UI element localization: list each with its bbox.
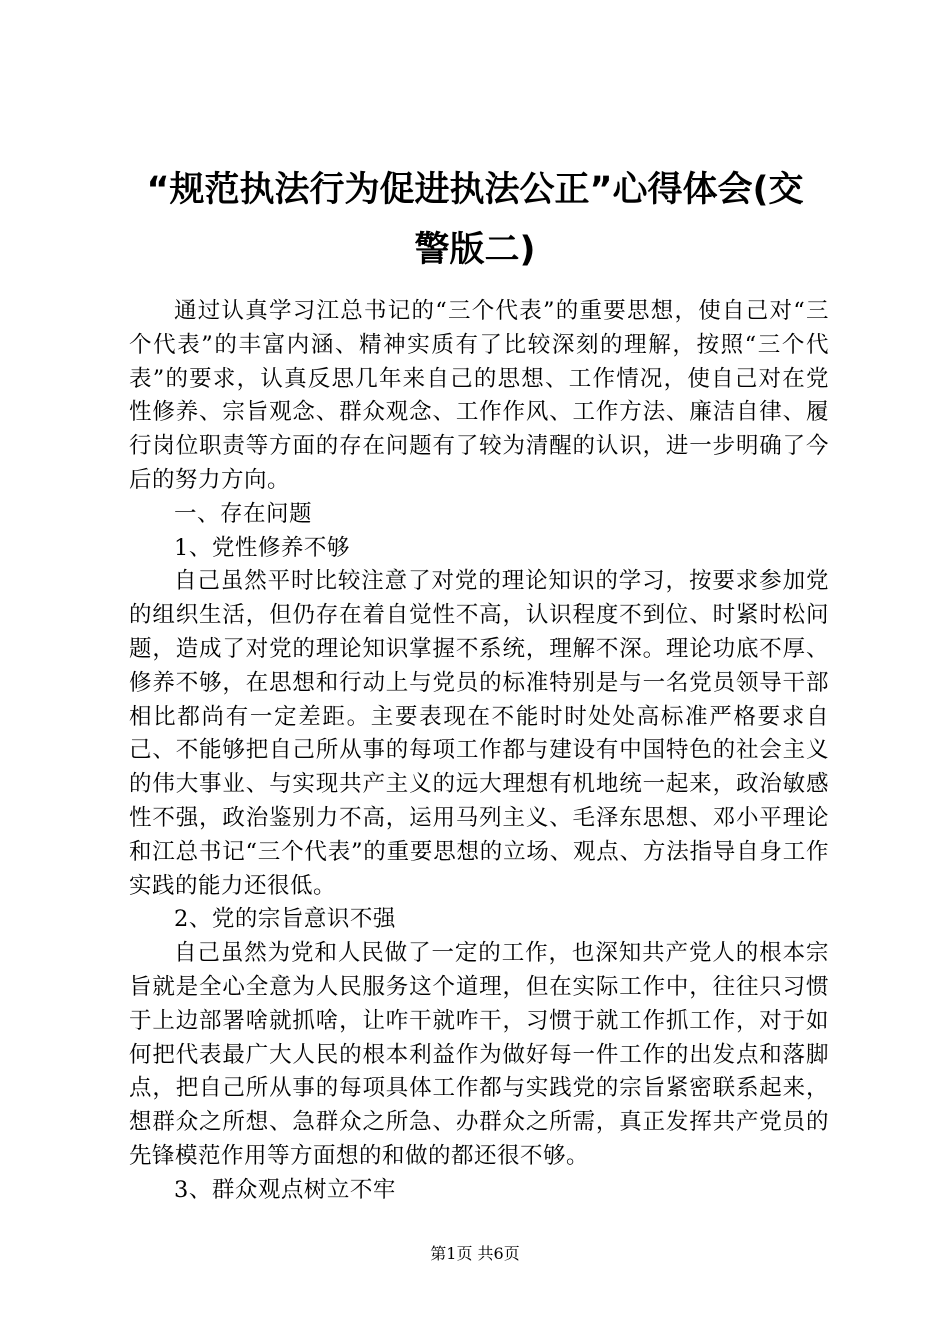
subheading-mass-viewpoint: 3、群众观点树立不牢 <box>174 1176 396 1203</box>
paragraph-party-cultivation: 自己虽然平时比较注意了对党的理论知识的学习，按要求参加党的组织生活，但仍存在着自觉性不高，认识程度不到位、时紧时松问题，造成了对党的理论知识掌握不系统，理解不深。理论功底不厚、修养不够，在思想和行动上与党员的标准特别是与一名党员领导干部相比都尚有一定差距。主要表现在不能时时处处高标准严格要求自己、不能够把自己所从事的每项工作都与建设有中国特色的社会主义的伟大事业、与实现共产主义的远大理想有机地统一起来，政治敏感性不强，政治鉴别力不高，运用马列主义、毛泽东思想、邓小平理论和江总书记“三个代表”的重要思想的立场、观点、方法指导自身工作实践的能力还很低。 <box>129 568 829 899</box>
subheading-purpose-awareness: 2、党的宗旨意识不强 <box>174 906 396 933</box>
title-line-1: “规范执法行为促进执法公正”心得体会(交 <box>146 170 804 210</box>
section-heading-problems: 一、存在问题 <box>174 500 313 527</box>
intro-paragraph: 通过认真学习江总书记的“三个代表”的重要思想，使自己对“三个代表”的丰富内涵、精神实质有了比较深刻的理解，按照“三个代表”的要求，认真反思几年来自己的思想、工作情况，使自己对在党性修养、宗旨观念、群众观念、工作作风、工作方法、廉洁自律、履行岗位职责等方面的存在问题有了较为清醒的认识，进一步明确了今后的努力方向。 <box>129 298 829 493</box>
title-line-2: 警版二) <box>414 230 536 270</box>
subheading-party-cultivation: 1、党性修养不够 <box>174 534 350 561</box>
document-body <box>129 295 829 1208</box>
paragraph-purpose-awareness: 自己虽然为党和人民做了一定的工作，也深知共产党人的根本宗旨就是全心全意为人民服务这个道理，但在实际工作中，往往只习惯于上边部署啥就抓啥，让咋干就咋干，习惯于就工作抓工作，对于如何把代表最广大人民的根本利益作为做好每一件工作的出发点和落脚点，把自己所从事的每项具体工作都与实践党的宗旨紧密联系起来，想群众之所想、急群众之所急、办群众之所需，真正发挥共产党员的先锋模范作用等方面想的和做的都还很不够。 <box>129 940 829 1169</box>
document-title <box>110 160 840 280</box>
page-footer: 第1页 共6页 <box>430 1244 520 1263</box>
